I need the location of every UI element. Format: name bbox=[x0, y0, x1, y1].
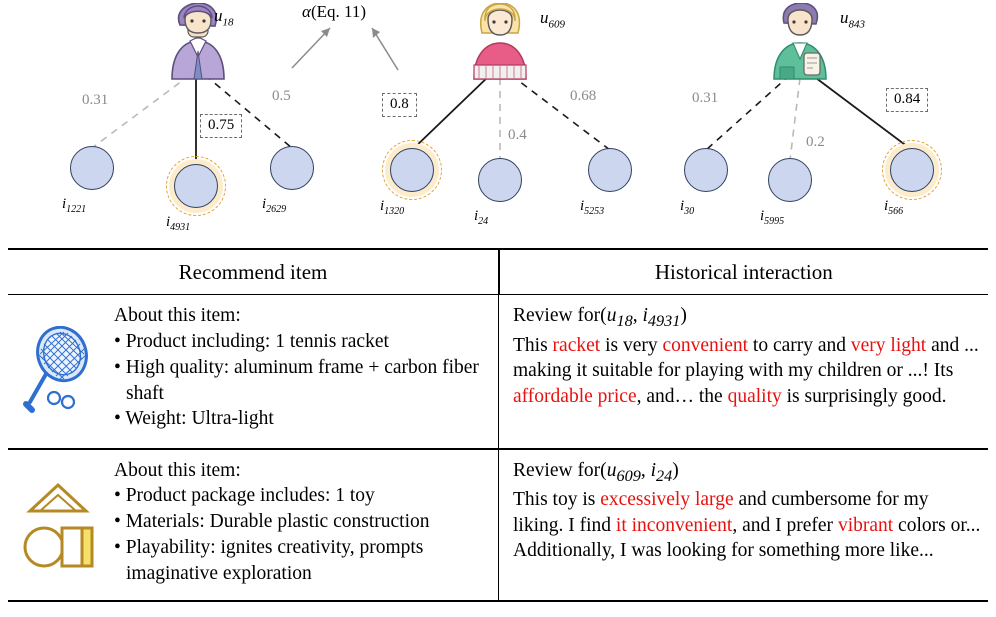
review-seg: is very bbox=[600, 334, 663, 356]
item-label-1221 bbox=[62, 196, 86, 215]
item-label-sub: 1320 bbox=[384, 206, 405, 217]
alpha-equation-label bbox=[302, 2, 366, 22]
item-label-text: i bbox=[884, 198, 889, 214]
item-label-5253 bbox=[580, 198, 604, 217]
recommend-item-cell bbox=[108, 450, 498, 600]
review-item-sub: 24 bbox=[655, 466, 673, 485]
edge-weight-843-5995: 0.2 bbox=[806, 134, 825, 150]
review-body bbox=[513, 333, 982, 410]
examples-table bbox=[8, 248, 988, 602]
bullet: • Product including: 1 tennis racket bbox=[114, 331, 389, 353]
alpha-symbol: α bbox=[302, 2, 311, 21]
review-item: i bbox=[642, 305, 648, 327]
review-seg: and ... making it suitable for playing with my children or ...! Its bbox=[513, 334, 979, 382]
edge-weight-609-1320: 0.8 bbox=[382, 93, 417, 117]
item-node-4931[interactable] bbox=[174, 164, 218, 208]
user-label-text: u bbox=[540, 8, 549, 27]
header-recommend-item: Recommend item bbox=[178, 259, 328, 284]
item-label-sub: 5253 bbox=[584, 206, 605, 217]
toy-blocks-icon bbox=[16, 477, 100, 573]
item-node-5995[interactable] bbox=[768, 158, 812, 202]
edge-weight-609-24: 0.4 bbox=[508, 127, 527, 143]
item-label-5995 bbox=[760, 208, 784, 227]
product-icon-cell bbox=[8, 295, 108, 448]
review-seg-red: very light bbox=[850, 334, 927, 356]
user-avatar-609 bbox=[460, 3, 540, 81]
item-node-5253[interactable] bbox=[588, 148, 632, 192]
review-seg: , and… the bbox=[636, 386, 728, 408]
item-label-text: i bbox=[760, 208, 765, 224]
edge-weight-609-5253: 0.68 bbox=[570, 88, 597, 104]
eq-ref: (Eq. 11) bbox=[310, 2, 367, 21]
item-label-sub: 24 bbox=[478, 216, 489, 227]
edge-weight-18-2629: 0.5 bbox=[272, 88, 291, 104]
item-label-sub: 566 bbox=[888, 206, 904, 217]
review-seg: is surprisingly good. bbox=[781, 386, 947, 408]
review-user: u bbox=[606, 459, 617, 481]
review-prefix: Review for( bbox=[513, 459, 607, 481]
item-label-text: i bbox=[262, 196, 267, 212]
review-body bbox=[513, 487, 982, 564]
item-label-sub: 30 bbox=[684, 206, 695, 217]
item-label-566 bbox=[884, 198, 903, 217]
item-label-sub: 1221 bbox=[66, 204, 87, 215]
user-label-text: u bbox=[214, 6, 223, 25]
item-label-text: i bbox=[474, 208, 479, 224]
edge-weight-843-30: 0.31 bbox=[692, 90, 719, 106]
review-seg-red: racket bbox=[552, 334, 601, 356]
review-seg-red: excessively large bbox=[600, 488, 734, 510]
table-header-row bbox=[8, 250, 988, 294]
review-header bbox=[513, 303, 982, 332]
item-node-1221[interactable] bbox=[70, 146, 114, 190]
tennis-racket-icon bbox=[18, 326, 98, 418]
table-row bbox=[8, 450, 988, 600]
review-seg: and cumbersome for my liking. I find bbox=[513, 488, 929, 536]
review-seg-red: affordable price bbox=[513, 386, 637, 408]
item-label-2629 bbox=[262, 196, 286, 215]
item-label-sub: 2629 bbox=[266, 204, 287, 215]
bullet: • High quality: aluminum frame + carbon fiber shaft bbox=[114, 356, 479, 404]
bullet: • Weight: Ultra-light bbox=[114, 408, 274, 430]
item-node-30[interactable] bbox=[684, 148, 728, 192]
item-label-24 bbox=[474, 208, 488, 227]
user-label-sub: 843 bbox=[848, 18, 865, 31]
user-label-609 bbox=[540, 8, 565, 30]
about-title: About this item: bbox=[114, 459, 241, 481]
review-seg: colors or... Additionally, I was looking for something more like... bbox=[513, 514, 981, 562]
review-item-sub: 4931 bbox=[647, 312, 681, 331]
user-label-sub: 609 bbox=[548, 18, 565, 31]
review-comma: , bbox=[632, 305, 643, 327]
interaction-graph bbox=[0, 0, 996, 243]
item-label-text: i bbox=[62, 196, 67, 212]
table-bottom-rule bbox=[8, 600, 988, 602]
item-label-1320 bbox=[380, 198, 404, 217]
bullet: • Materials: Durable plastic construction bbox=[114, 511, 430, 533]
item-label-text: i bbox=[680, 198, 685, 214]
edge-weight-18-1221: 0.31 bbox=[82, 92, 109, 108]
item-node-24[interactable] bbox=[478, 158, 522, 202]
edge-weight-843-566: 0.84 bbox=[886, 88, 928, 112]
review-seg-red: it inconvenient bbox=[615, 514, 733, 536]
item-label-sub: 4931 bbox=[170, 222, 191, 233]
review-user-sub: 609 bbox=[616, 466, 641, 485]
user-label-18 bbox=[214, 6, 234, 28]
bullet: • Product package includes: 1 toy bbox=[114, 485, 375, 507]
item-label-30 bbox=[680, 198, 694, 217]
review-suffix: ) bbox=[672, 459, 679, 481]
bullet: • Playability: ignites creativity, prompts imaginative exploration bbox=[114, 536, 424, 584]
product-icon-cell bbox=[8, 450, 108, 600]
user-label-text: u bbox=[840, 8, 849, 27]
item-node-2629[interactable] bbox=[270, 146, 314, 190]
review-header bbox=[513, 458, 982, 487]
review-seg-red: quality bbox=[727, 386, 782, 408]
user-avatar-843 bbox=[760, 3, 840, 81]
review-user: u bbox=[606, 305, 617, 327]
review-seg-red: convenient bbox=[662, 334, 749, 356]
user-label-sub: 18 bbox=[222, 16, 234, 29]
review-prefix: Review for( bbox=[513, 305, 607, 327]
header-historical-interaction: Historical interaction bbox=[654, 259, 833, 284]
user-label-843 bbox=[840, 8, 865, 30]
review-seg: , and I prefer bbox=[732, 514, 838, 536]
item-label-text: i bbox=[580, 198, 585, 214]
about-title: About this item: bbox=[114, 305, 241, 327]
review-seg: This toy is bbox=[513, 488, 601, 510]
item-label-text: i bbox=[380, 198, 385, 214]
review-seg: This bbox=[513, 334, 553, 356]
edge-weight-18-4931: 0.75 bbox=[200, 114, 242, 138]
review-comma: , bbox=[640, 459, 651, 481]
item-node-566[interactable] bbox=[890, 148, 934, 192]
review-user-sub: 18 bbox=[616, 312, 633, 331]
historical-interaction-cell bbox=[498, 295, 988, 448]
recommend-item-cell bbox=[108, 295, 498, 448]
item-label-4931 bbox=[166, 214, 190, 233]
review-seg: to carry and bbox=[748, 334, 851, 356]
historical-interaction-cell bbox=[498, 450, 988, 600]
review-suffix: ) bbox=[680, 305, 687, 327]
review-seg-red: vibrant bbox=[837, 514, 894, 536]
table-row bbox=[8, 295, 988, 448]
item-label-text: i bbox=[166, 214, 171, 230]
item-node-1320[interactable] bbox=[390, 148, 434, 192]
review-item: i bbox=[650, 459, 656, 481]
item-label-sub: 5995 bbox=[764, 216, 785, 227]
